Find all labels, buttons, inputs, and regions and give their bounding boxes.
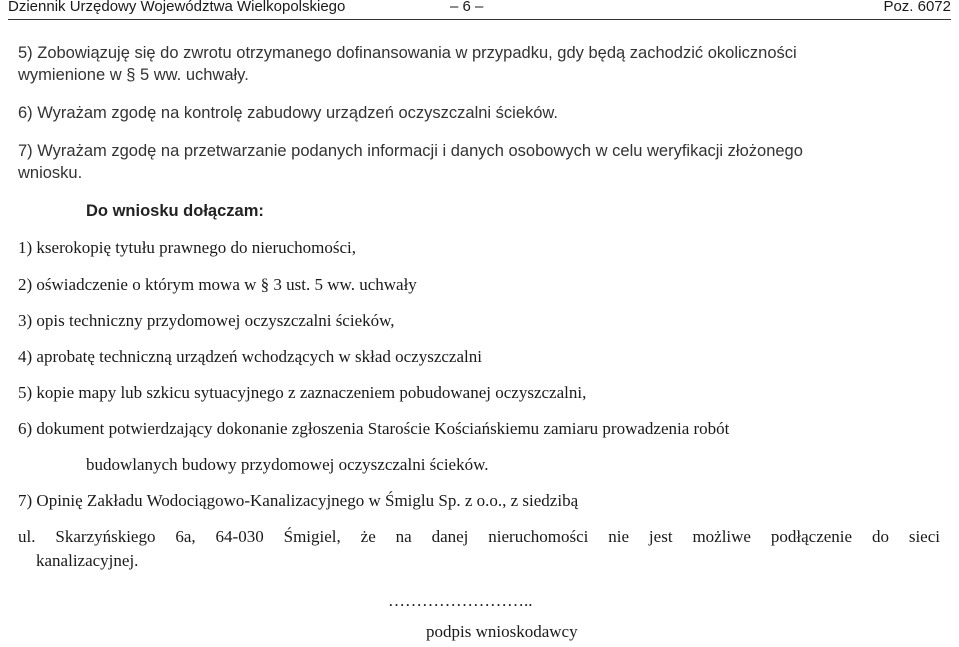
attachment-item-6-line-1: 6) dokument potwierdzający dokonanie zgłoszenia Staroście Kościańskiemu zamiaru prowadzenia robót [18,419,730,438]
signature-line: …………………….. [388,591,533,610]
attachment-item-5: 5) kopie mapy lub szkicu sytuacyjnego z zaznaczeniem pobudowanej oczyszczalni, [18,383,587,402]
statement-6: 6) Wyrażam zgodę na kontrolę zabudowy urządzeń oczyszczalni ścieków. [18,104,559,122]
position-number: Poz. 6072 [883,0,951,15]
header-divider [8,19,951,20]
attachments-heading: Do wniosku dołączam: [86,202,264,220]
page-number: – 6 – [450,0,484,15]
statement-5-line-1: 5) Zobowiązuję się do zwrotu otrzymanego dofinansowania w przypadku, gdy będą zachodzić okoliczności [18,44,797,62]
signature-label: podpis wnioskodawcy [426,622,578,641]
attachment-item-4: 4) aprobatę techniczną urządzeń wchodzących w skład oczyszczalni [18,347,482,366]
statement-5-line-2: wymienione w § 5 ww. uchwały. [18,66,249,84]
last-item-line-2: kanalizacyjnej. [36,551,139,570]
attachment-item-6-line-2: budowlanych budowy przydomowej oczyszczalni ścieków. [86,455,489,474]
attachment-item-2: 2) oświadczenie o którym mowa w § 3 ust. 5 ww. uchwały [18,275,417,294]
attachment-item-7: 7) Opinię Zakładu Wodociągowo-Kanalizacyjnego w Śmiglu Sp. z o.o., z siedzibą [18,491,579,510]
journal-title: Dziennik Urzędowy Województwa Wielkopolskiego [8,0,346,15]
attachment-item-1: 1) kserokopię tytułu prawnego do nieruchomości, [18,238,357,257]
statement-7-line-2: wniosku. [18,164,83,182]
statement-7-line-1: 7) Wyrażam zgodę na przetwarzanie podanych informacji i danych osobowych w celu weryfikacji złożonego [18,142,803,160]
attachment-item-3: 3) opis techniczny przydomowej oczyszczalni ścieków, [18,311,395,330]
last-item-line-1: ul. Skarzyńskiego 6a, 64-030 Śmigiel, że na danej nieruchomości nie jest możliwe podłączenie do sieci [18,527,940,546]
